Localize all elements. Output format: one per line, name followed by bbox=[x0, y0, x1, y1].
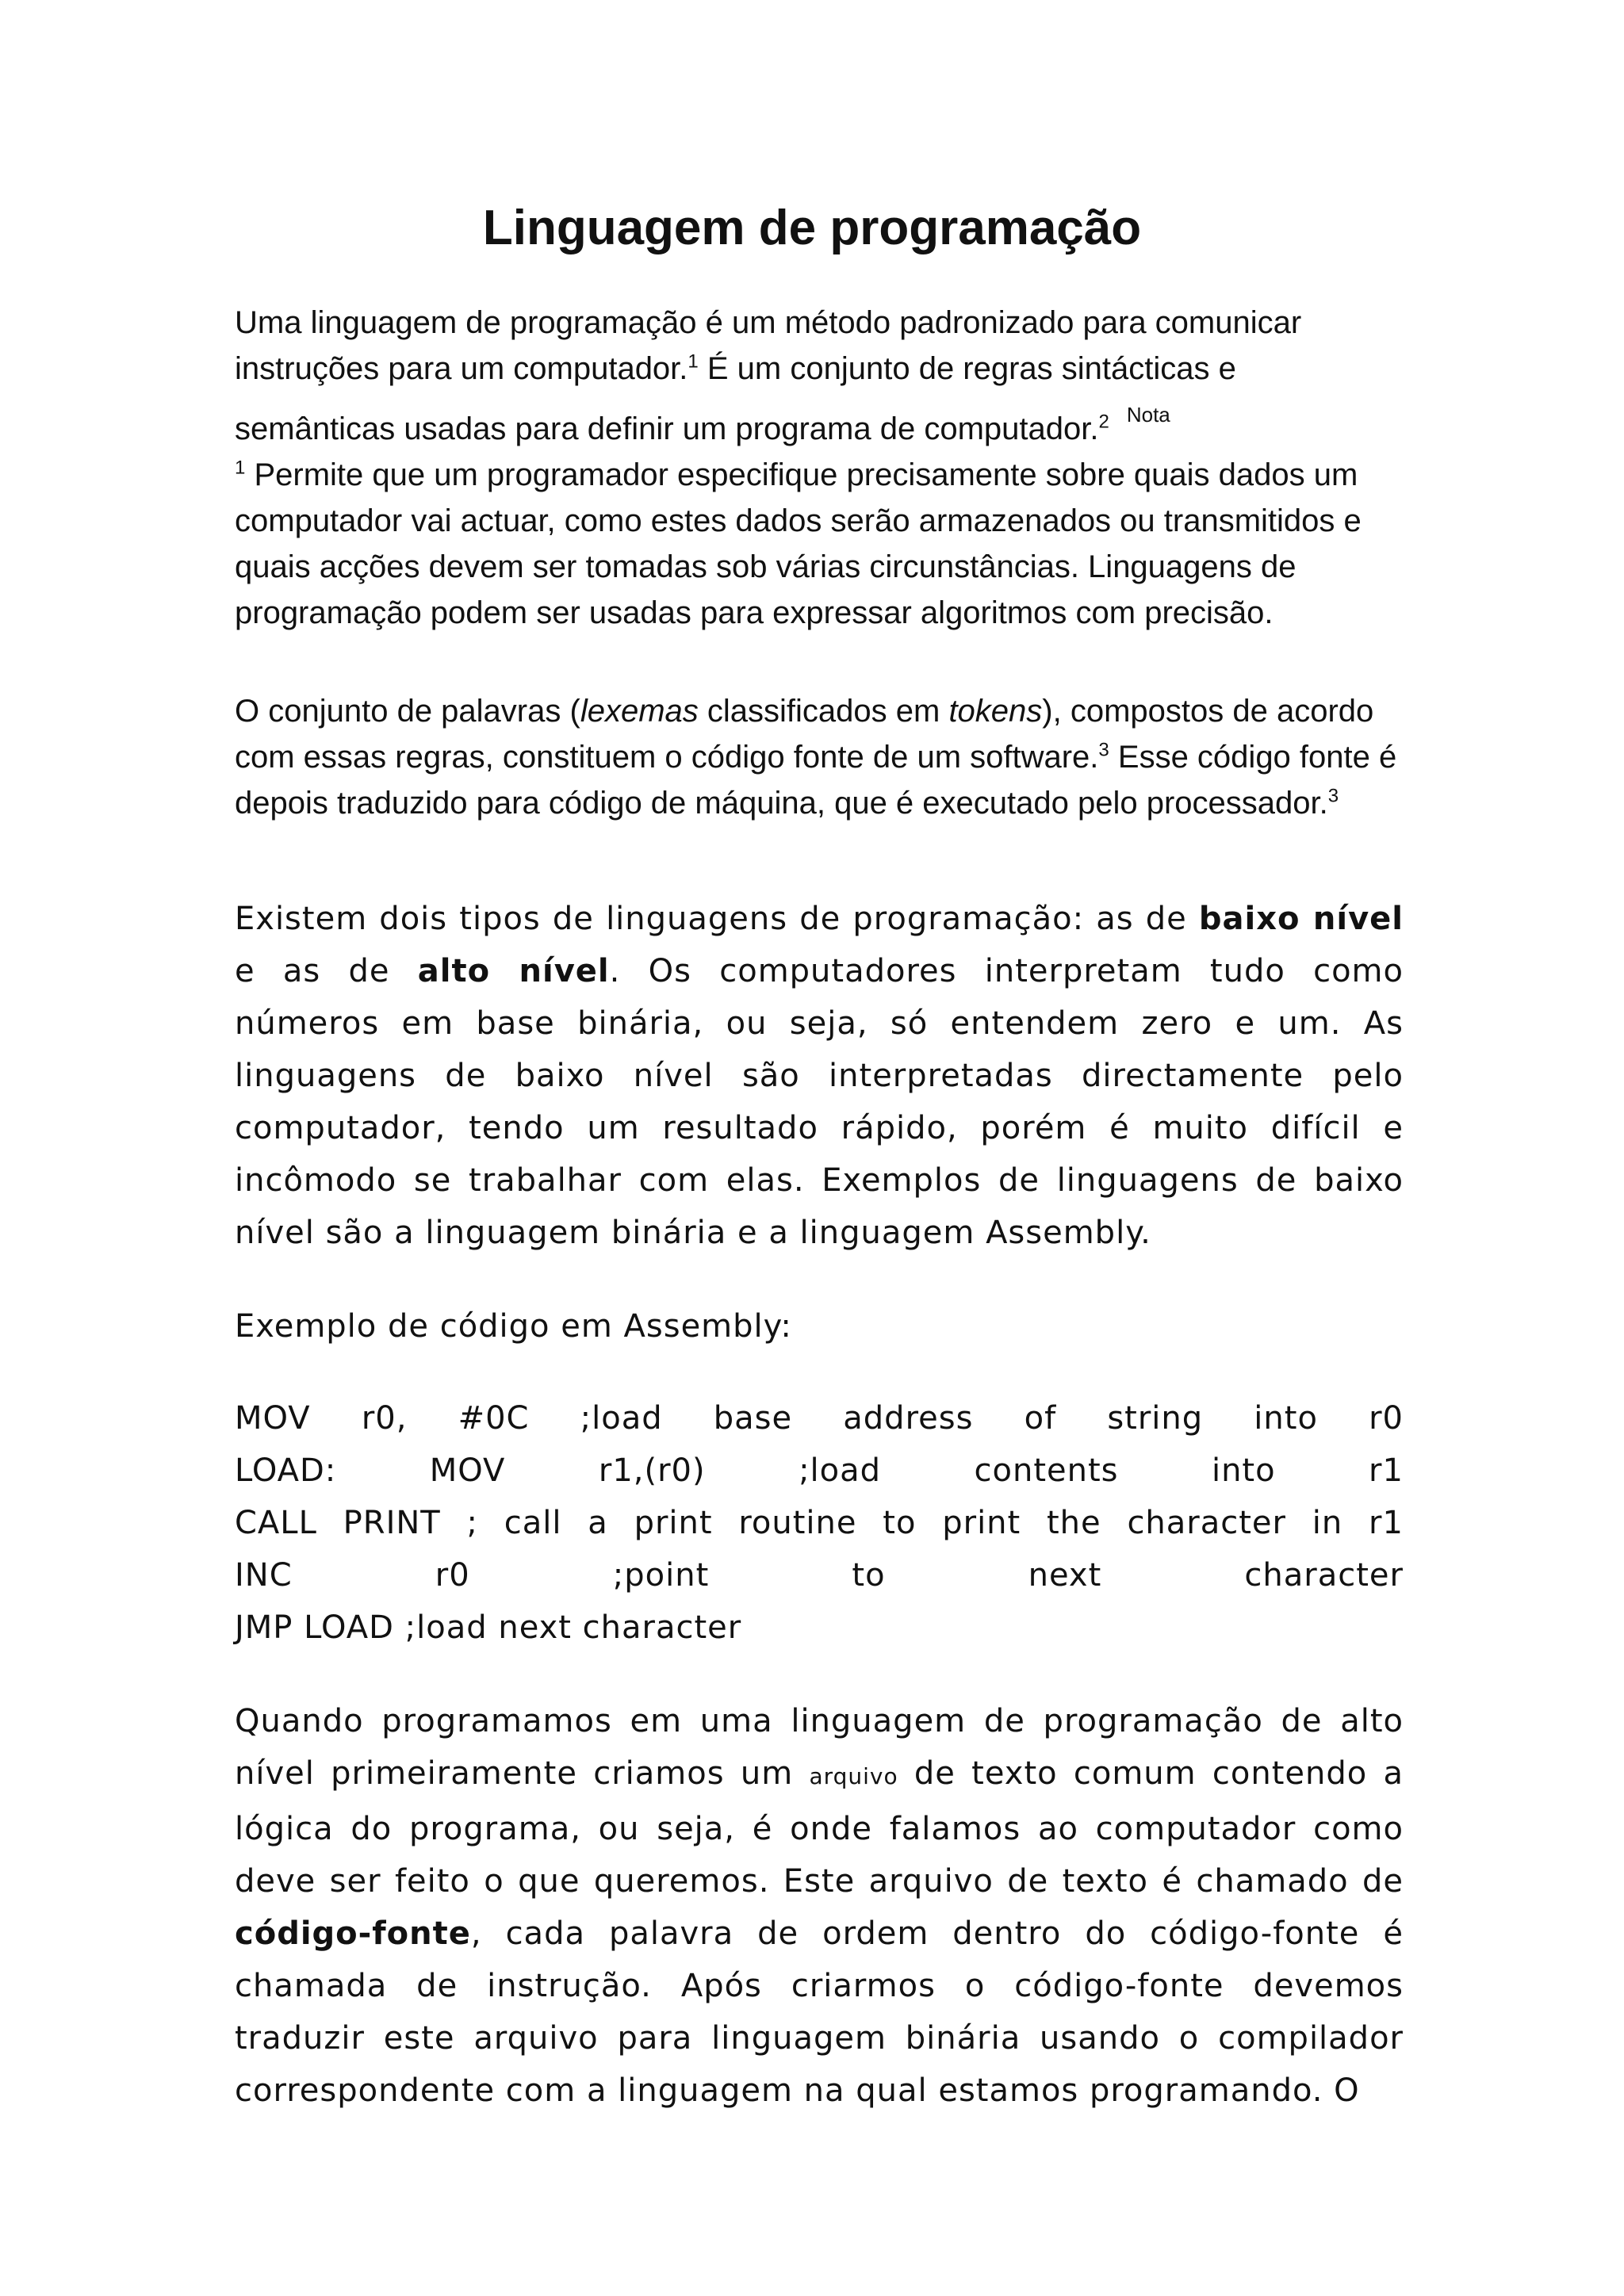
code-token: a bbox=[588, 1505, 608, 1541]
code-token: MOV bbox=[429, 1452, 506, 1489]
code-token: address bbox=[843, 1400, 974, 1437]
code-token: in bbox=[1312, 1505, 1343, 1541]
code-token: r0, bbox=[361, 1400, 408, 1437]
footnote-ref: 3 bbox=[1098, 739, 1109, 761]
code-token: contents bbox=[974, 1452, 1119, 1489]
intro-sentence-3: Permite que um programador especifique precisamente sobre quais dados um computador vai actuar, como estes dados serão armazenados ou transmitidos e quais acções devem ser tomadas sob várias circunstâncias. Linguagens de programação podem ser usadas para expressar algoritmos com precisão. bbox=[235, 457, 1362, 630]
paragraph-source-code bbox=[235, 1695, 1404, 2117]
code-token: LOAD: bbox=[235, 1452, 337, 1489]
code-token: character bbox=[1244, 1557, 1404, 1594]
code-line bbox=[235, 1445, 1404, 1497]
bold-codigo-fonte: código-fonte bbox=[235, 1915, 471, 1952]
code-token: r1,(r0) bbox=[598, 1452, 706, 1489]
code-token: print bbox=[634, 1505, 713, 1541]
intro-sentence-2: É um conjunto de regras sintácticas e semânticas usadas para definir um programa de computador. bbox=[235, 351, 1236, 446]
code-token: routine bbox=[738, 1505, 857, 1541]
text-run: O conjunto de palavras ( bbox=[235, 694, 580, 729]
code-token: to bbox=[883, 1505, 917, 1541]
arquivo-word: arquivo bbox=[809, 1763, 898, 1789]
text-run: . Os computadores interpretam tudo como números em base binária, ou seja, só entendem zero e um. As linguagens de baixo nível são interpretadas directamente pelo computador, tendo um resultado rápido, porém é muito difícil e incômodo se trabalhar com elas. Exemplos de linguagens de baixo nível são a linguagem binária e a linguagem Assembly. bbox=[235, 953, 1404, 1251]
code-token: CALL bbox=[235, 1505, 317, 1541]
text-run: Quando programamos em uma linguagem de programação de alto nível primeiramente criamos um bbox=[235, 1703, 1404, 1792]
code-token: the bbox=[1047, 1505, 1101, 1541]
code-token: MOV bbox=[235, 1400, 311, 1437]
text-run: Existem dois tipos de linguagens de programação: as de bbox=[235, 901, 1199, 937]
emphasis-lexemas: lexemas bbox=[580, 694, 699, 729]
code-heading: Exemplo de código em Assembly: bbox=[235, 1308, 792, 1345]
code-token: of bbox=[1024, 1400, 1057, 1437]
code-token: ;load bbox=[580, 1400, 663, 1437]
code-token: into bbox=[1211, 1452, 1276, 1489]
code-text: JMP LOAD ;load next character bbox=[235, 1609, 742, 1646]
text-run: de texto comum contendo a lógica do programa, ou seja, é onde falamos ao computador como deve ser feito o que queremos. Este arquivo de texto é chamado de bbox=[235, 1755, 1404, 1900]
text-run: , cada palavra de ordem dentro do código-fonte é chamada de instrução. Após criarmos o código-fonte devemos traduzir este arquivo para linguagem binária usando o compilador correspondente com a linguagem na qual estamos programando. O bbox=[235, 1915, 1404, 2109]
code-token: print bbox=[942, 1505, 1021, 1541]
paragraph-language-levels bbox=[235, 893, 1404, 1259]
code-token: into bbox=[1254, 1400, 1318, 1437]
code-line bbox=[235, 1601, 1404, 1654]
code-token: ;point bbox=[612, 1557, 710, 1594]
code-token: r0 bbox=[435, 1557, 470, 1594]
code-line bbox=[235, 1549, 1404, 1601]
text-run: e as de bbox=[235, 953, 418, 989]
footnote-ref: 1 bbox=[235, 457, 246, 479]
code-token: ; bbox=[466, 1505, 478, 1541]
code-token: next bbox=[1028, 1557, 1102, 1594]
bold-alto-nivel: alto nível bbox=[417, 953, 610, 989]
emphasis-tokens: tokens bbox=[948, 694, 1043, 729]
code-token: r0 bbox=[1369, 1400, 1404, 1437]
bold-baixo-nivel: baixo nível bbox=[1198, 901, 1404, 937]
paragraph-tokens bbox=[235, 688, 1404, 826]
code-line bbox=[235, 1392, 1404, 1445]
footnote-ref: 3 bbox=[1327, 785, 1339, 807]
code-token: character bbox=[1127, 1505, 1286, 1541]
code-token: base bbox=[713, 1400, 793, 1437]
code-token: call bbox=[504, 1505, 562, 1541]
code-token: r1 bbox=[1369, 1505, 1404, 1541]
text-run: ), compostos de acordo com essas regras, constituem o código fonte de um software. bbox=[235, 694, 1374, 775]
code-line bbox=[235, 1497, 1404, 1549]
code-token: r1 bbox=[1369, 1452, 1404, 1489]
page-title: Linguagem de programação bbox=[482, 201, 1142, 255]
assembly-code-block bbox=[235, 1392, 1404, 1654]
text-run: classificados em bbox=[698, 694, 949, 729]
code-token: INC bbox=[235, 1557, 293, 1594]
code-token: #0C bbox=[458, 1400, 530, 1437]
footnote-ref: 1 bbox=[688, 350, 699, 373]
footnote-ref: 2 bbox=[1098, 411, 1109, 433]
intro-sentence-1: Uma linguagem de programação é um método padronizado para comunicar instruções para um computador. bbox=[235, 305, 1302, 386]
nota-label: Nota bbox=[1126, 403, 1170, 427]
code-token: to bbox=[852, 1557, 886, 1594]
code-token: PRINT bbox=[343, 1505, 441, 1541]
text-run: Esse código fonte é depois traduzido para código de máquina, que é executado pelo processador. bbox=[235, 740, 1397, 821]
code-token: ;load bbox=[799, 1452, 882, 1489]
code-token: string bbox=[1107, 1400, 1204, 1437]
paragraph-intro bbox=[235, 300, 1404, 636]
